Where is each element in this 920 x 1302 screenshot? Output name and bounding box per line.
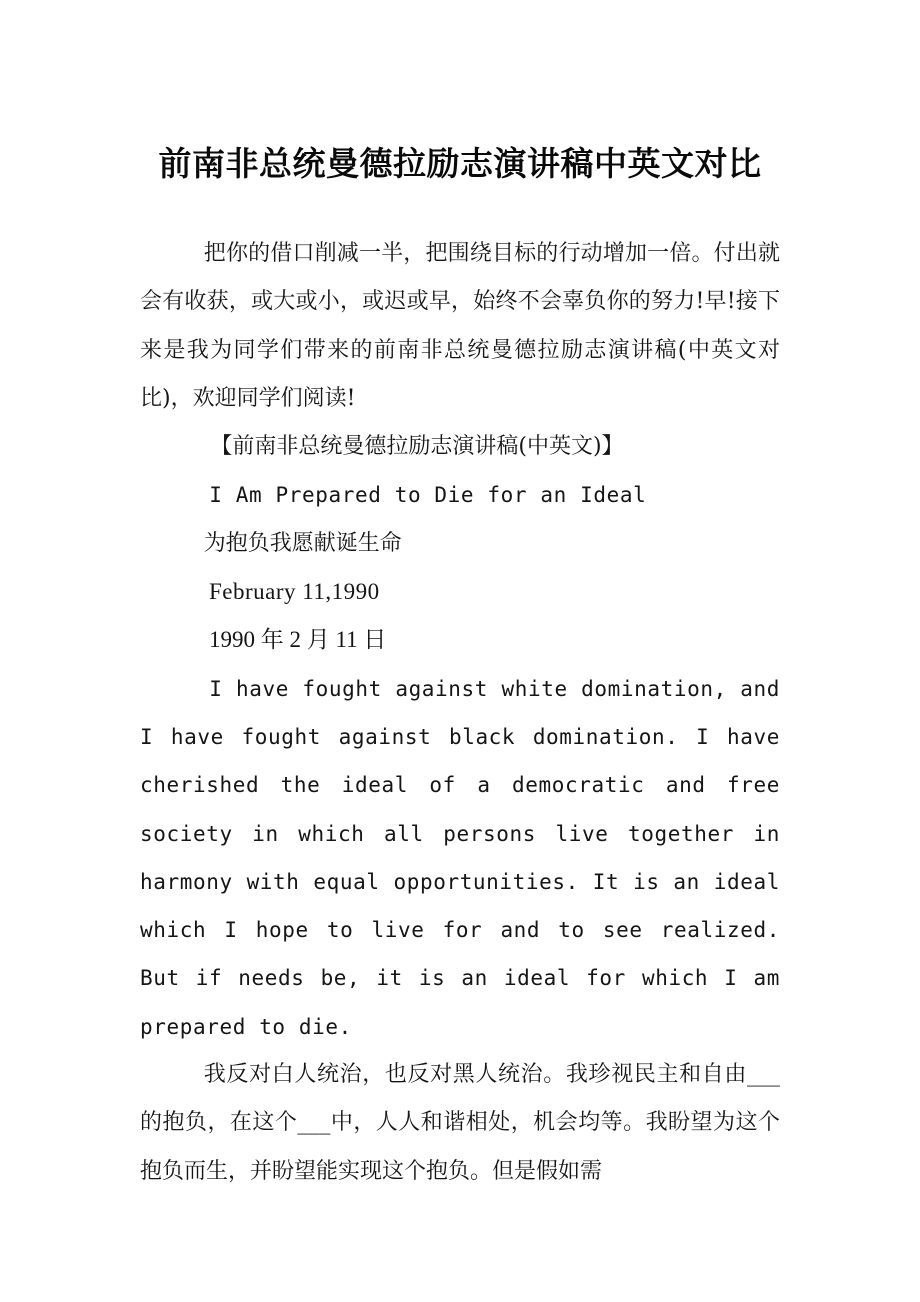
speech-paragraph-chinese: 我反对白人统治，也反对黑人统治。我珍视民主和自由___的抱负，在这个___中，人人和谐相处，机会均等。我盼望为这个抱负而生，并盼望能实现这个抱负。但是假如需	[140, 1062, 780, 1184]
speech-date-english: February 11,1990	[209, 579, 380, 605]
intro-paragraph: 把你的借口削减一半，把围绕目标的行动增加一倍。付出就会有收获，或大或小，或迟或早，始终不会辜负你的努力!早!接下来是我为同学们带来的前南非总统曼德拉励志演讲稿(中英文对比)，欢迎同学们阅读!	[140, 241, 780, 411]
document-title: 前南非总统曼德拉励志演讲稿中英文对比	[158, 144, 762, 184]
speech-paragraph-english: I have fought against white domination, and I have fought against black domination. I have cherished the ideal of a democratic and free society in which all persons live together in harmony with equal opportunities. It is an ideal which I hope to live for and to see realized. But if needs be, it is an ideal for which I am prepared to die.	[140, 676, 780, 1039]
document-body	[140, 230, 780, 1196]
speech-date-chinese: 1990 年 2 月 11 日	[209, 627, 387, 653]
speech-title-chinese: 为抱负我愿献诞生命	[203, 530, 402, 556]
speech-title-english: I Am Prepared to Die for an Ideal	[209, 483, 647, 508]
section-heading: 【前南非总统曼德拉励志演讲稿(中英文)】	[210, 434, 624, 460]
